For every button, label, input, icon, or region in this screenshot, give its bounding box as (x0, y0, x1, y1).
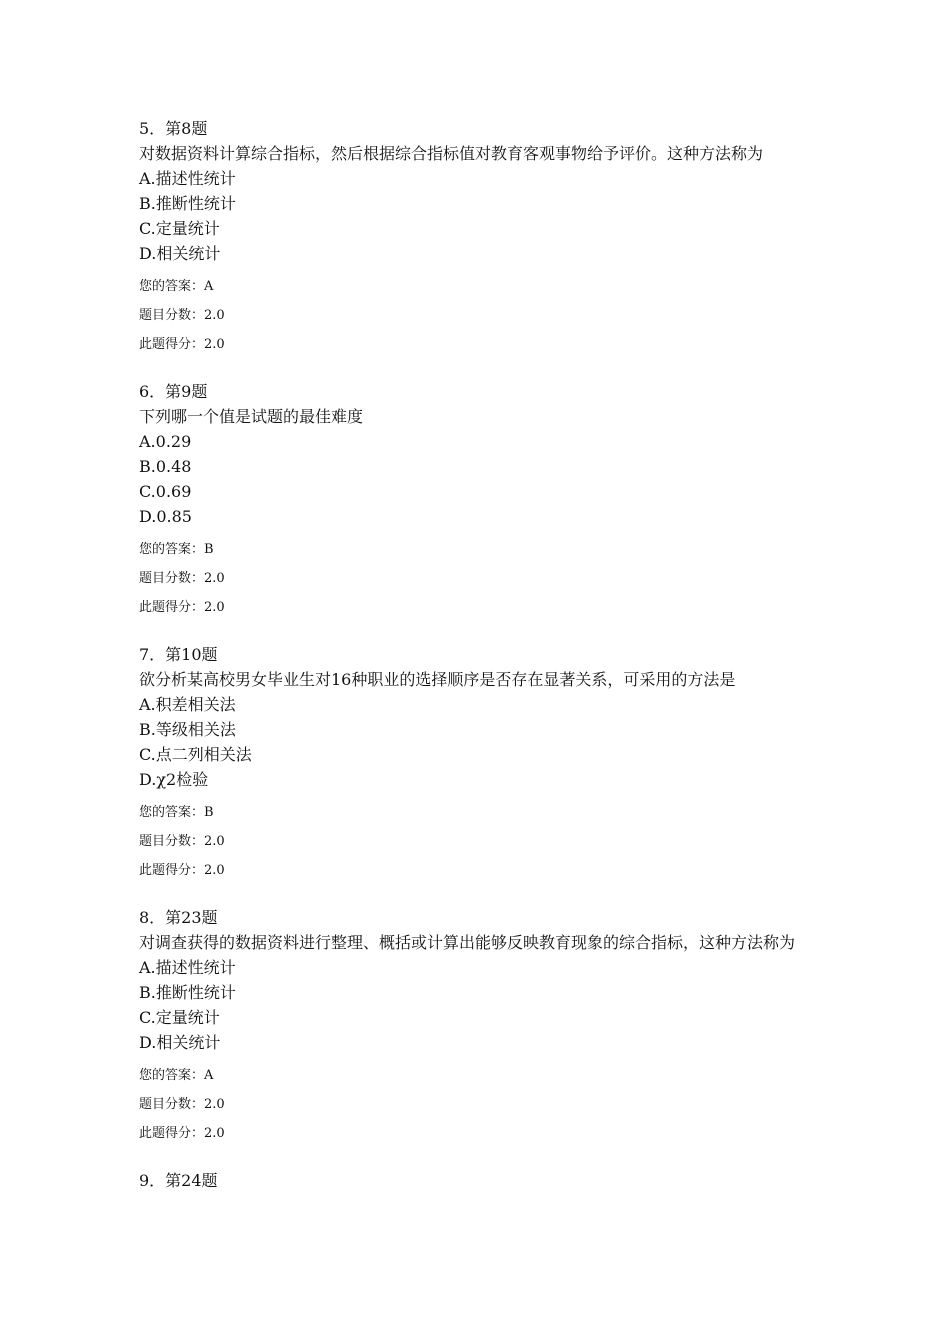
question-spacer (139, 885, 819, 905)
option-a: A.描述性统计 (139, 169, 236, 188)
earned-score: 此题得分：2.0 (139, 1126, 225, 1141)
question-score: 题目分数：2.0 (139, 834, 225, 849)
question-meta (139, 272, 819, 359)
question-spacer (139, 359, 819, 379)
your-answer: 您的答案：B (139, 542, 214, 557)
earned-score: 此题得分：2.0 (139, 863, 225, 878)
your-answer: 您的答案：B (139, 805, 214, 820)
option-c: C.定量统计 (139, 219, 220, 238)
question-meta (139, 798, 819, 885)
question-8 (139, 905, 819, 1148)
earned-score: 此题得分：2.0 (139, 337, 225, 352)
question-header: 7．第10题 (139, 645, 218, 664)
option-d: D.相关统计 (139, 1033, 221, 1052)
question-meta (139, 535, 819, 622)
option-d: D.χ2检验 (139, 770, 209, 789)
earned-score: 此题得分：2.0 (139, 600, 225, 615)
option-b: B.推断性统计 (139, 194, 236, 213)
option-b: B.等级相关法 (139, 720, 236, 739)
question-stem: 对调查获得的数据资料进行整理、概括或计算出能够反映教育现象的综合指标，这种方法称为 (139, 933, 796, 952)
question-spacer (139, 1148, 819, 1168)
question-meta (139, 1061, 819, 1148)
option-b: B.0.48 (139, 457, 192, 476)
option-a: A.0.29 (139, 432, 192, 451)
option-c: C.定量统计 (139, 1008, 220, 1027)
option-d: D.相关统计 (139, 244, 221, 263)
question-6 (139, 379, 819, 622)
your-answer: 您的答案：A (139, 1068, 214, 1083)
question-header: 5．第8题 (139, 119, 208, 138)
question-5 (139, 116, 819, 359)
question-score: 题目分数：2.0 (139, 571, 225, 586)
question-header: 6．第9题 (139, 382, 208, 401)
option-a: A.描述性统计 (139, 958, 236, 977)
option-c: C.点二列相关法 (139, 745, 252, 764)
question-stem: 欲分析某高校男女毕业生对16种职业的选择顺序是否存在显著关系，可采用的方法是 (139, 670, 736, 689)
option-c: C.0.69 (139, 482, 192, 501)
question-score: 题目分数：2.0 (139, 1097, 225, 1112)
question-header: 9．第24题 (139, 1171, 218, 1190)
question-spacer (139, 622, 819, 642)
option-b: B.推断性统计 (139, 983, 236, 1002)
question-score: 题目分数：2.0 (139, 308, 225, 323)
question-9 (139, 1168, 819, 1193)
question-header: 8．第23题 (139, 908, 218, 927)
exam-result-page (139, 116, 819, 1193)
question-stem: 下列哪一个值是试题的最佳难度 (139, 407, 364, 426)
question-stem: 对数据资料计算综合指标，然后根据综合指标值对教育客观事物给予评价。这种方法称为 (139, 144, 764, 163)
question-7 (139, 642, 819, 885)
your-answer: 您的答案：A (139, 279, 214, 294)
option-d: D.0.85 (139, 507, 192, 526)
option-a: A.积差相关法 (139, 695, 236, 714)
